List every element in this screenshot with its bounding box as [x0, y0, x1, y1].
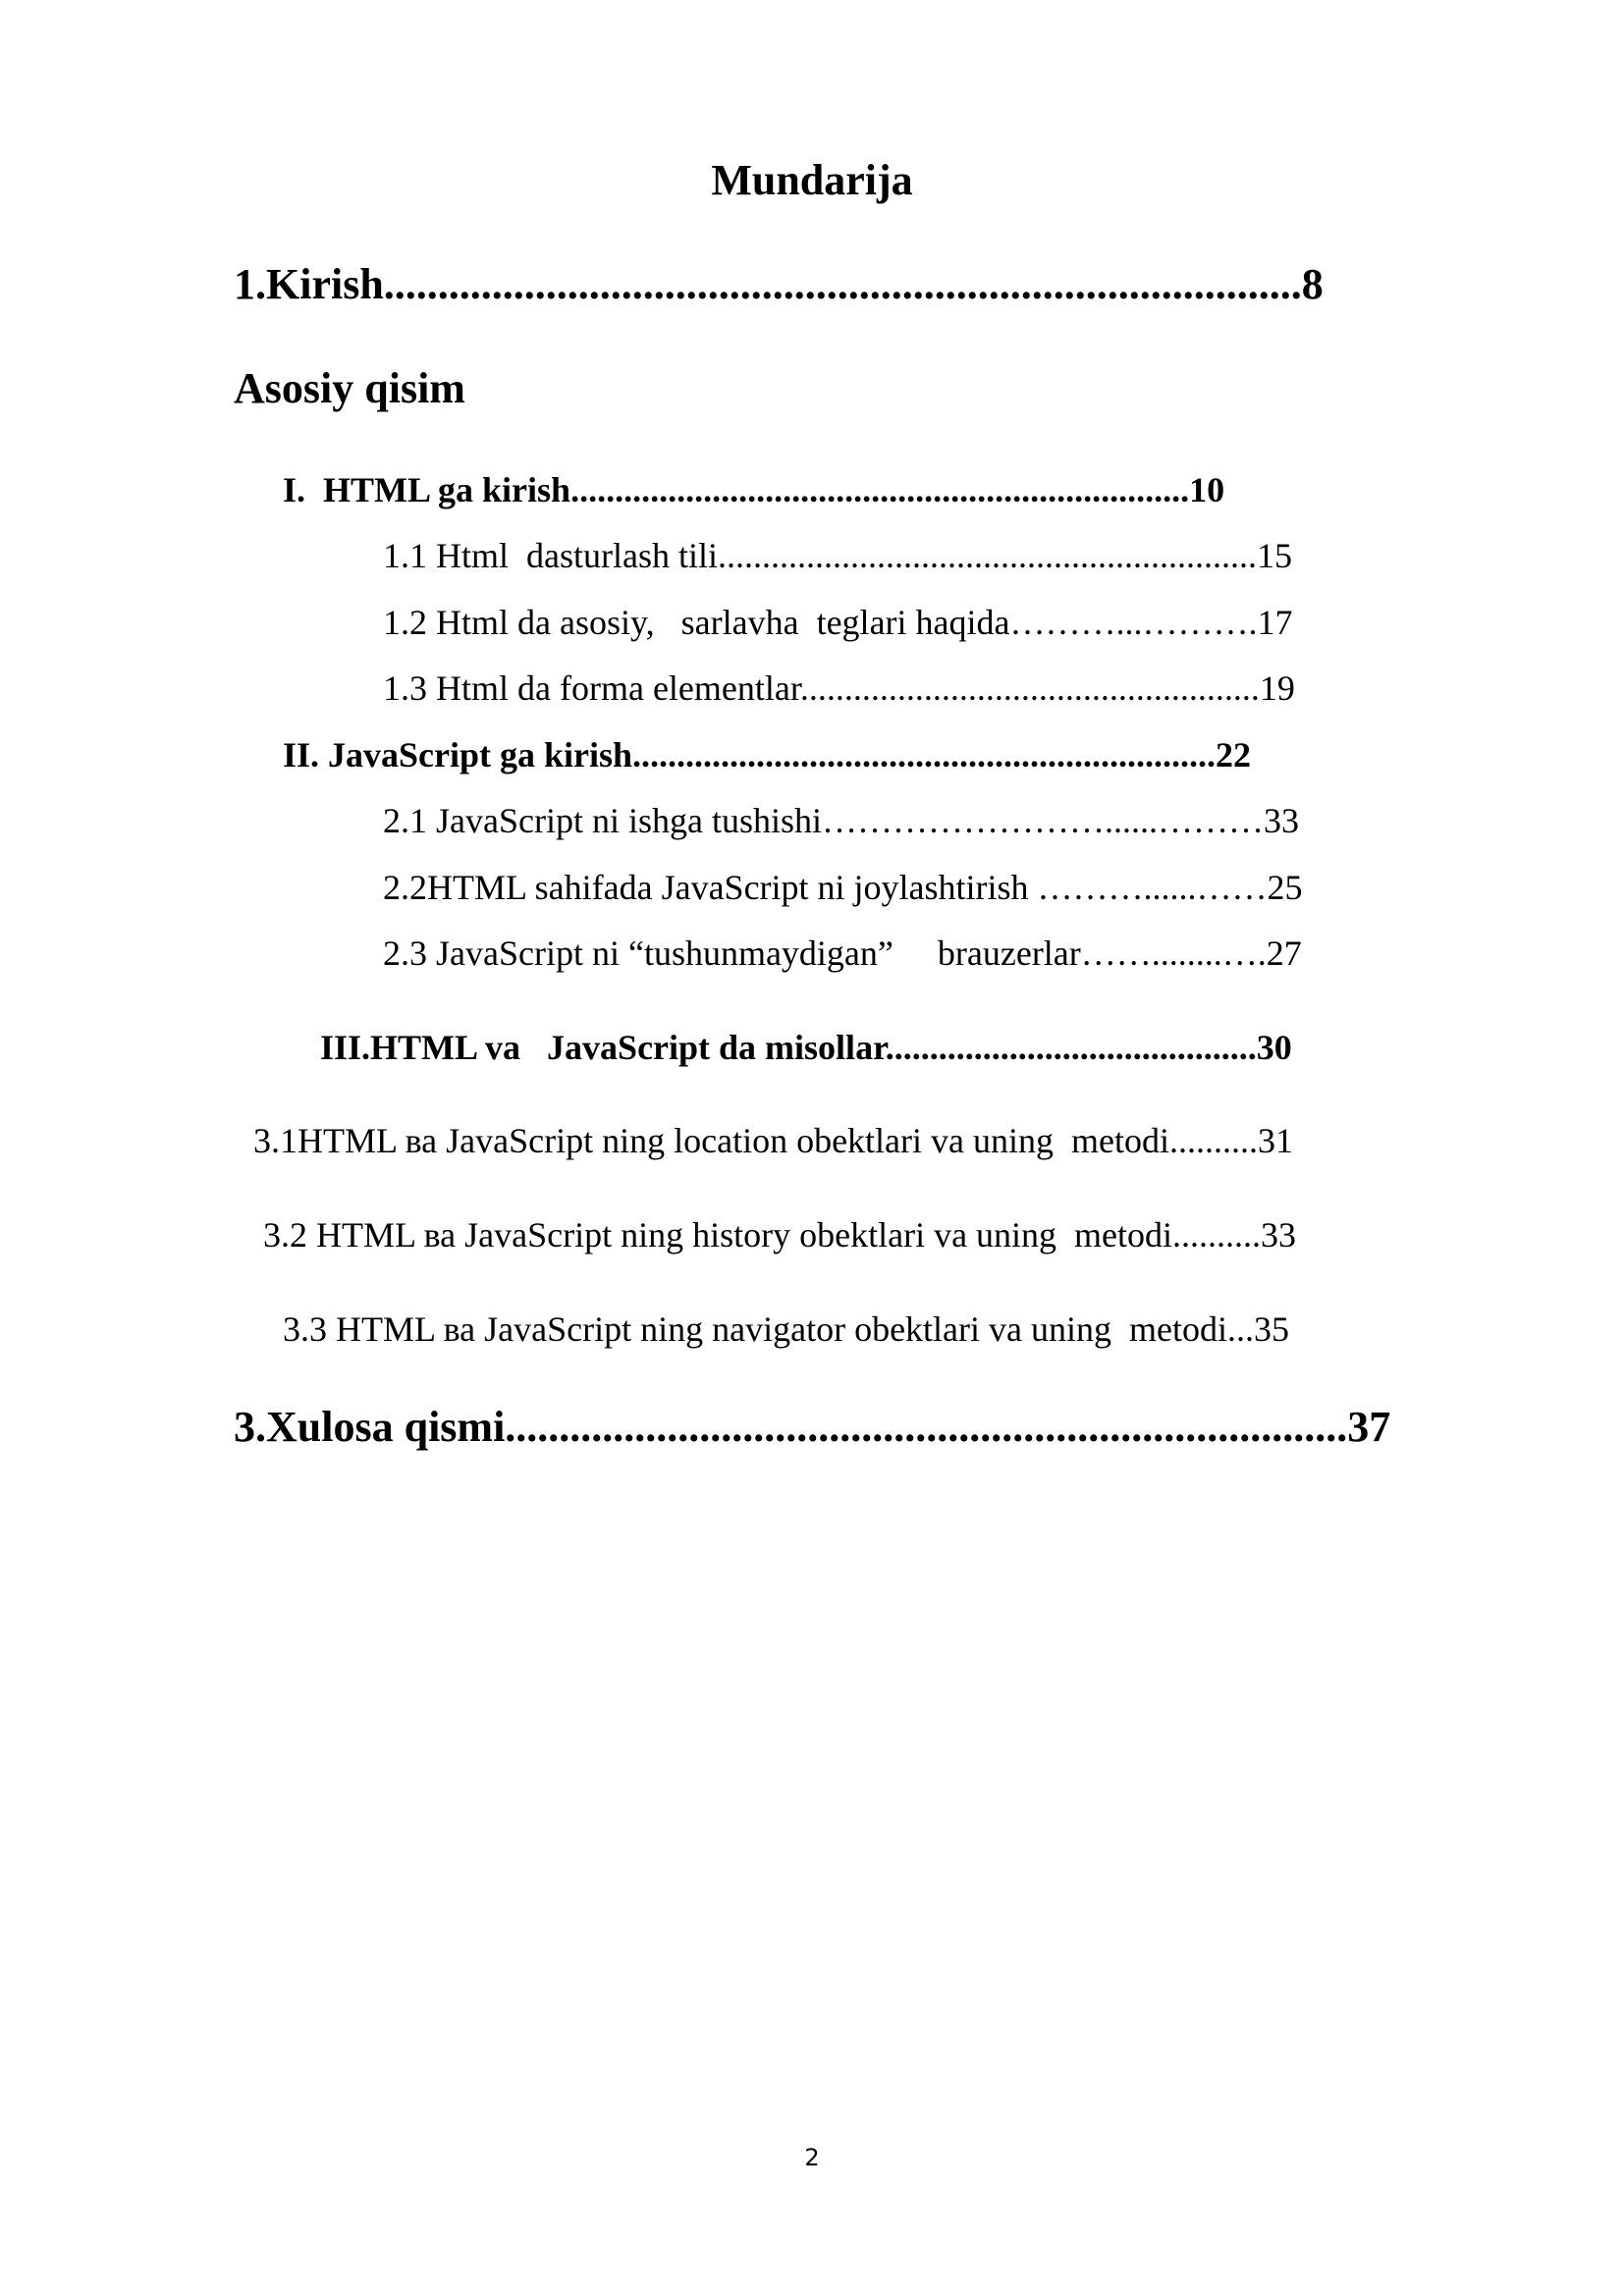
toc-entry-2-1: 2.1 JavaScript ni ishga tushishi……………………......………33 — [383, 801, 1299, 840]
toc-heading-asosiy-qisim: Asosiy qisim — [234, 364, 465, 412]
toc-entry-1-2: 1.2 Html da asosiy, sarlavha teglari haqida………...……….17 — [383, 603, 1293, 642]
toc-title: Mundarija — [711, 156, 913, 204]
toc-entry-chapter-2: II. JavaScript ga kirish..................................................................22 — [283, 735, 1252, 774]
toc-entry-chapter-3: III.HTML va JavaScript da misollar..........................................30 — [320, 1028, 1292, 1067]
toc-entry-3-3: 3.3 HTML ва JavaScript ning navigator obektlari va uning metodi...35 — [283, 1309, 1289, 1349]
toc-entry-2-2: 2.2HTML sahifada JavaScript ni joylashtirish ………......……25 — [383, 868, 1303, 907]
toc-entry-3-2: 3.2 HTML ва JavaScript ning history obektlari va uning metodi..........33 — [263, 1215, 1297, 1255]
toc-entry-3-1: 3.1HTML ва JavaScript ning location obektlari va uning metodi..........31 — [253, 1121, 1293, 1160]
toc-entry-1-3: 1.3 Html da forma elementlar....................................................19 — [383, 668, 1295, 708]
page-number: 2 — [804, 2144, 820, 2171]
toc-entry-kirish: 1.Kirish.....................................................................................8 — [234, 260, 1324, 308]
toc-entry-1-1: 1.1 Html dasturlash tili.............................................................15 — [383, 536, 1292, 575]
toc-entry-xulosa: 3.Xulosa qismi..............................................................................37 — [234, 1403, 1391, 1451]
toc-entry-chapter-1: I. HTML ga kirish......................................................................10 — [283, 470, 1225, 509]
toc-entry-2-3: 2.3 JavaScript ni “tushunmaydigan” brauzerlar……........….27 — [383, 934, 1302, 973]
